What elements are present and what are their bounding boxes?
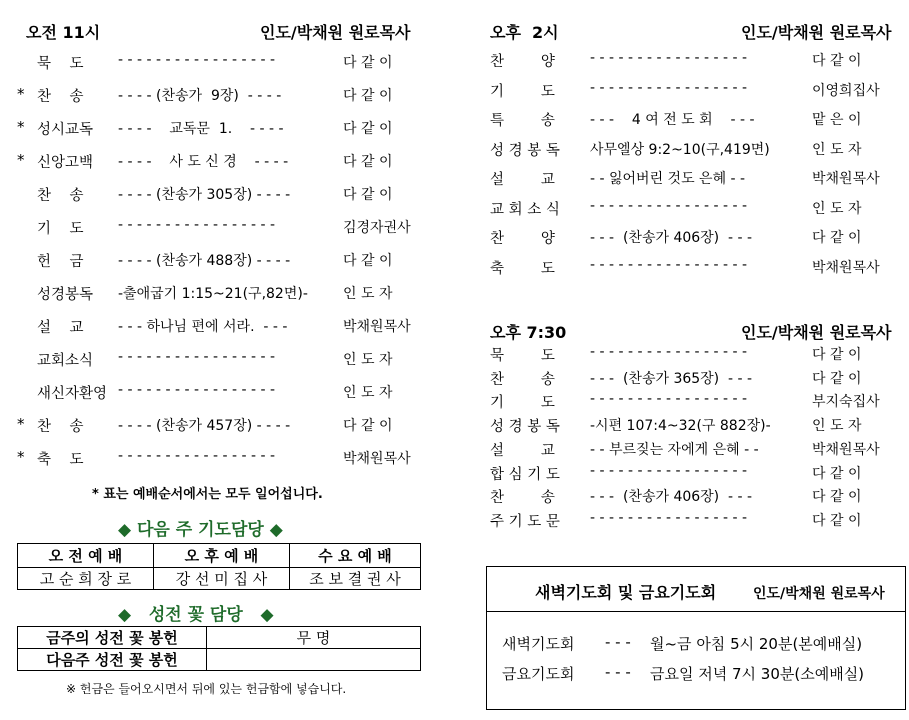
pm2-row-leader: 이영희집사 [812,82,880,99]
row-leader: 다 같 이 [343,55,393,71]
pm730-row-leader: 박채원목사 [812,441,880,458]
row-title: 축 도 [37,452,84,468]
pm730-row-title: 묵 도 [490,348,555,364]
pm2-row-detail: - - - - - - - - - - - - - - - - - [590,79,748,96]
pm730-row-title: 설 교 [490,442,555,459]
row-title: 찬 송 [37,419,84,435]
prayer-name-pm: 강 선 미 집 사 [154,568,290,590]
pm730-header-time: 오후 7:30 [490,323,567,342]
row-leader: 인 도 자 [343,286,393,302]
row-leader: 다 같 이 [343,121,393,137]
row-title: 설 교 [37,320,84,336]
pm2-row-leader: 인 도 자 [812,141,862,158]
row-star-mark: * [17,85,25,103]
pm730-row-detail: -시편 107:4~32(구 882장)- [590,418,771,435]
flower-duty-title: ◆ 성전 꽃 담당 ◆ [118,605,274,625]
pm2-row-leader: 박채원목사 [812,171,880,187]
row-leader: 박채원목사 [343,319,411,335]
row-detail: - - - - - - - - - - - - - - - - - [118,349,276,365]
row-title: 신앙고백 [37,155,94,171]
pm2-row-leader: 다 같 이 [812,230,862,246]
row-leader: 다 같 이 [343,154,393,170]
pm2-header-time: 오후 2시 [490,23,559,42]
row-title: 성시교독 [37,122,94,138]
pm730-row-leader: 인 도 자 [812,418,862,435]
pm2-row-leader: 박채원목사 [812,259,880,276]
row-detail: - - - - 교독문 1. - - - - [118,121,284,137]
pm730-row-leader: 다 같 이 [812,489,862,506]
flower-value-next-week [207,649,421,671]
pm730-row-leader: 다 같 이 [812,370,862,387]
row-leader: 인 도 자 [343,352,393,368]
prayer-name-am: 고 순 희 장 로 [18,568,154,590]
pm730-row-detail: - - - (찬송가 406장) - - - [590,489,753,506]
pm2-row-detail: - - 잃어버린 것도 은혜 - - [590,171,746,187]
row-title: 찬 송 [37,89,84,105]
box-divider [487,611,905,612]
prayer-duty-title: ◆ 다음 주 기도담당 ◆ [118,520,283,540]
pm2-row-title: 성 경 봉 독 [490,142,560,159]
row-detail: - - - - (찬송가 305장) - - - - [118,187,291,203]
pm730-row-detail: - - - - - - - - - - - - - - - - - [590,344,748,360]
prayer-header-am: 오 전 예 배 [18,544,154,568]
row-title: 교회소식 [37,353,94,369]
pm730-row-leader: 부지숙집사 [812,394,880,411]
pm730-header-leader: 인도/박채원 원로목사 [741,323,892,342]
row-star-mark: * [17,118,25,136]
pm730-row-leader: 다 같 이 [812,347,862,363]
row-star-mark: * [17,448,25,466]
flower-label-this-week: 금주의 성전 꽃 봉헌 [18,627,207,649]
pm730-row-title: 찬 송 [490,490,555,507]
pm2-row-title: 교 회 소 식 [490,201,560,218]
morning-header-leader: 인도/박채원 원로목사 [260,23,411,42]
friday-value: 금요일 저녁 7시 30분(소예배실) [650,665,865,683]
row-leader: 다 같 이 [343,253,393,269]
row-detail: - - - 하나님 편에 서라. - - - [118,319,288,335]
pm730-row-title: 합 심 기 도 [490,466,560,483]
flower-duty-table [17,626,421,671]
prayer-meeting-leader: 인도/박채원 원로목사 [753,586,885,602]
prayer-header-pm: 오 후 예 배 [154,544,290,568]
row-title: 묵 도 [37,56,84,72]
row-leader: 다 같 이 [343,187,393,203]
pm730-row-leader: 다 같 이 [812,512,862,529]
row-title: 헌 금 [37,254,84,270]
standing-note: * 표는 예배순서에서는 모두 일어섭니다. [92,487,323,502]
pm2-row-title: 찬 양 [490,54,555,70]
row-detail: - - - - - - - - - - - - - - - - - [118,448,276,464]
pm730-row-detail: - - - - - - - - - - - - - - - - - [590,509,748,526]
friday-dash: - - - [605,663,631,681]
row-title: 새신자환영 [37,386,108,402]
pm2-row-detail: - - - (찬송가 406장) - - - [590,230,753,246]
row-detail: - - - - 사 도 신 경 - - - - [118,154,289,170]
dawn-dash: - - - [605,633,631,651]
pm2-row-leader: 다 같 이 [812,53,862,69]
morning-header-time: 오전 11시 [26,23,101,42]
pm2-row-leader: 인 도 자 [812,200,862,217]
pm2-header-leader: 인도/박채원 원로목사 [741,23,892,42]
row-title: 성경봉독 [37,287,94,303]
row-leader: 박채원목사 [343,451,411,467]
row-detail: - - - - (찬송가 9장) - - - - [118,88,282,104]
pm730-row-title: 찬 송 [490,371,555,388]
pm2-row-leader: 맡 은 이 [812,112,862,128]
dawn-value: 월~금 아침 5시 20분(본예배실) [650,635,863,653]
pm2-row-title: 찬 양 [490,231,555,247]
offering-note: ※ 헌금은 들어오시면서 뒤에 있는 헌금함에 넣습니다. [66,682,347,696]
pm730-row-detail: - - - - - - - - - - - - - - - - - [590,391,748,408]
flower-label-next-week: 다음주 성전 꽃 봉헌 [18,649,207,671]
prayer-duty-table [17,543,421,590]
row-detail: - - - - - - - - - - - - - - - - - [118,382,276,398]
row-star-mark: * [17,415,25,433]
pm730-row-title: 기 도 [490,395,555,412]
pm2-row-title: 기 도 [490,83,555,100]
pm730-row-title: 주 기 도 문 [490,513,560,530]
row-leader: 다 같 이 [343,88,393,104]
row-detail: - - - - - - - - - - - - - - - - - [118,52,276,68]
pm730-row-detail: - - 부르짖는 자에게 은혜 - - [590,441,759,458]
prayer-meeting-title: 새벽기도회 및 금요기도회 [535,583,717,602]
row-leader: 김경자권사 [343,220,411,236]
pm730-row-title: 성 경 봉 독 [490,419,560,436]
pm730-row-leader: 다 같 이 [812,465,862,482]
row-leader: 다 같 이 [343,418,393,434]
pm2-row-title: 특 송 [490,113,555,129]
row-detail: -출애굽기 1:15~21(구,82면)- [118,286,308,302]
dawn-label: 새벽기도회 [502,635,575,653]
pm2-row-detail: - - - - - - - - - - - - - - - - - [590,197,748,214]
row-title: 기 도 [37,221,84,237]
prayer-meeting-box [486,566,906,710]
pm2-row-detail: - - - - - - - - - - - - - - - - - [590,256,748,273]
pm2-row-detail: 사무엘상 9:2~10(구,419면) [590,141,770,158]
friday-label: 금요기도회 [502,665,575,683]
pm2-row-detail: - - - 4 여 전 도 회 - - - [590,112,755,128]
flower-value-this-week: 무 명 [207,627,421,649]
prayer-name-wed: 조 보 결 권 사 [290,568,421,590]
row-star-mark: * [17,151,25,169]
pm730-row-detail: - - - (찬송가 365장) - - - [590,370,753,387]
pm2-row-detail: - - - - - - - - - - - - - - - - - [590,50,748,66]
row-detail: - - - - (찬송가 488장) - - - - [118,253,291,269]
pm2-row-title: 설 교 [490,172,555,188]
row-leader: 인 도 자 [343,385,393,401]
prayer-header-wed: 수 요 예 배 [290,544,421,568]
pm730-row-detail: - - - - - - - - - - - - - - - - - [590,462,748,479]
row-detail: - - - - (찬송가 457장) - - - - [118,418,291,434]
row-detail: - - - - - - - - - - - - - - - - - [118,217,276,233]
row-title: 찬 송 [37,188,84,204]
pm2-row-title: 축 도 [490,260,555,277]
